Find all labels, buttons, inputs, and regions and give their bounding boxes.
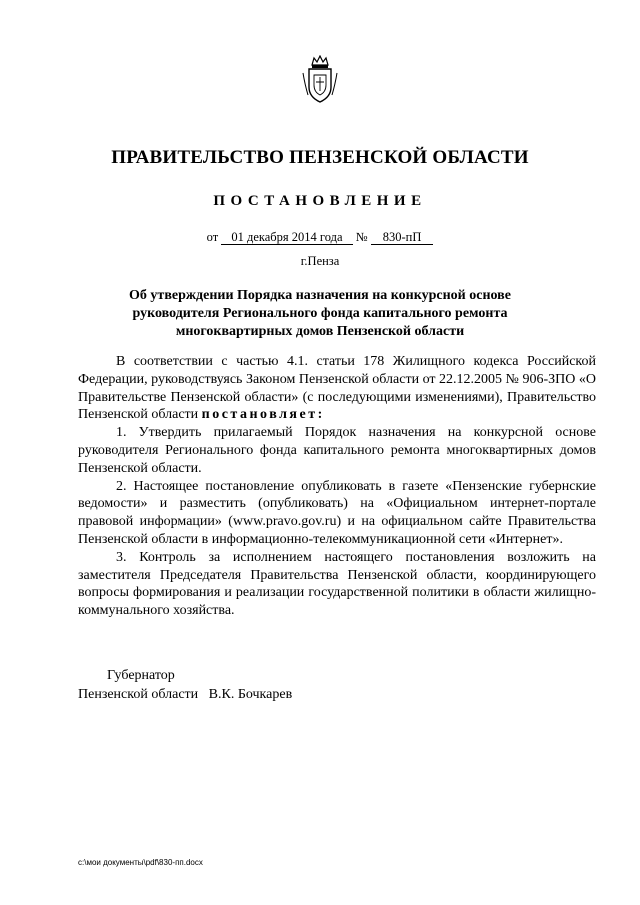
- item-3: 3. Контроль за исполнением настоящего постановления возложить на заместителя Председателя Правительства Пензенской области, координирующего вопросы формирования и реализации государственной политики в области жилищно-коммунального хозяйства.: [78, 549, 596, 619]
- decree-word: постановляет:: [201, 407, 325, 423]
- document-body: [78, 353, 596, 620]
- document-number: 830-пП: [371, 230, 434, 245]
- intro-paragraph: В соответствии с частью 4.1. статьи 178 Жилищного кодекса Российской Федерации, руководствуясь Законом Пензенской области от 22.12.2005 № 906-ЗПО «О Правительстве Пензенской области» (с последующими изменениями), Правительство Пензенской области постановляет:: [78, 354, 596, 423]
- signatory-region: Пензенской области: [78, 687, 199, 702]
- signatory-title: Губернатор: [107, 668, 175, 683]
- city: г.Пенза: [300, 254, 340, 268]
- item-2: 2. Настоящее постановление опубликовать в газете «Пензенские губернские ведомости» и разместить (опубликовать) на «Официальном интернет-портале правовой информации» (www.pravo.gov.ru) и на официальном сайте Правительства Пензенской области в информационно-телекоммуникационной сети «Интернет».: [78, 478, 596, 547]
- document-subject: Об утверждении Порядка назначения на конкурсной основе руководителя Регионального фонда капитального ремонта многоквартирных домов Пензенской области: [129, 288, 511, 339]
- date-prefix: от: [206, 230, 219, 244]
- signatory-line: [78, 687, 292, 703]
- government-title: ПРАВИТЕЛЬСТВО ПЕНЗЕНСКОЙ ОБЛАСТИ: [111, 147, 529, 168]
- document-date: 01 декабря 2014 года: [221, 230, 352, 245]
- file-path-footer: c:\мои документы\pdf\830-пп.docx: [78, 858, 203, 867]
- coat-of-arms-emblem: [300, 55, 340, 105]
- number-prefix: №: [355, 230, 368, 244]
- document-type: ПОСТАНОВЛЕНИЕ: [213, 193, 427, 209]
- signatory-name: В.К. Бочкарев: [208, 687, 293, 702]
- date-number-line: [0, 230, 640, 245]
- item-1: 1. Утвердить прилагаемый Порядок назначения на конкурсной основе руководителя Регионального фонда капитального ремонта многоквартирных домов Пензенской области.: [78, 425, 596, 476]
